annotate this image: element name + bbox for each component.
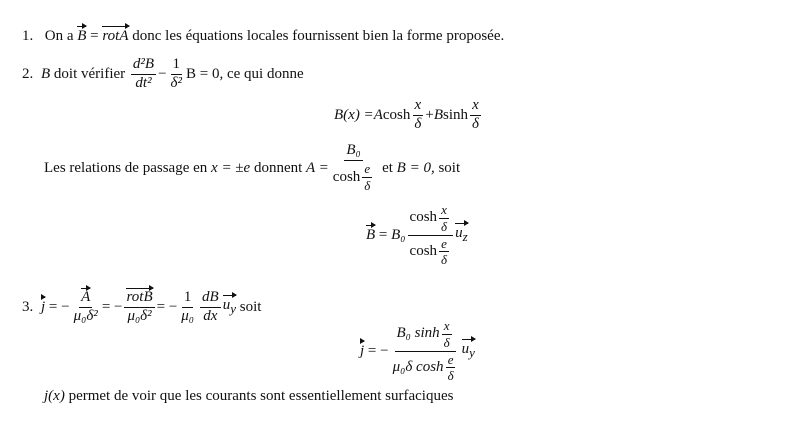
B-symbol: B — [143, 288, 153, 305]
equals-sign: = — [378, 226, 388, 243]
fraction-denominator: δ — [472, 115, 479, 132]
item-prefix: On a — [44, 28, 74, 44]
dB-dx — [200, 290, 221, 325]
fraction-denominator: δ — [441, 252, 448, 268]
B-symbol: B — [41, 65, 51, 82]
cosh-label: cosh — [409, 242, 438, 259]
B-coef: B — [433, 106, 443, 123]
fraction-numerator: e — [441, 235, 447, 251]
minus-sign: − — [158, 65, 167, 82]
u-symbol: u — [461, 341, 470, 357]
A-coef: A — [373, 106, 383, 123]
fraction-numerator: dB — [200, 290, 221, 308]
vector-B: B — [77, 28, 87, 44]
rotB-over-mu-delta2 — [124, 290, 154, 325]
x-over-delta — [442, 319, 452, 349]
equals-sign: = — [90, 28, 99, 44]
fraction-denominator: δ² — [170, 74, 183, 91]
fraction-denominator — [391, 352, 460, 383]
equals-minus: = − — [367, 342, 389, 359]
item-number: 3. — [22, 298, 34, 315]
fraction-numerator: d²B — [131, 57, 156, 75]
fraction-numerator: B₀ — [344, 143, 362, 161]
B-equals-zero: B = 0, — [396, 159, 435, 176]
fraction-numerator: 1 — [171, 57, 183, 75]
unit-vector-uy — [462, 341, 475, 361]
A-equals: A = — [306, 159, 329, 176]
equals-minus: = − — [156, 298, 178, 315]
relations-text: Les relations de passage en — [44, 159, 208, 176]
boundary-relations — [44, 143, 460, 193]
conclusion-text: permet de voir que les courants sont essentiellement surfaciques — [68, 388, 454, 404]
equals-minus: = − — [101, 298, 123, 315]
cosh-label: cosh — [332, 168, 361, 185]
A-over-mu-delta2 — [72, 290, 100, 325]
x-over-delta — [439, 203, 449, 233]
A-symbol: A — [119, 28, 129, 44]
one-over-mu0 — [179, 290, 196, 325]
x-over-delta — [470, 98, 481, 133]
fraction-denominator: μ₀δ² — [127, 307, 152, 324]
mu0-delta-cosh: μ₀δ cosh — [392, 358, 444, 375]
one-over-delta2-fraction — [169, 57, 184, 92]
solution-equation — [334, 98, 483, 132]
unit-vector-uy — [223, 297, 236, 317]
vector-B-result — [366, 202, 468, 268]
fraction-denominator: δ — [447, 368, 454, 384]
fraction-numerator: e — [447, 351, 454, 367]
fraction-denominator: δ — [441, 218, 448, 234]
A-fraction — [331, 143, 377, 192]
cosh-label: cosh — [382, 106, 411, 123]
fraction-denominator: μ₀ — [181, 307, 195, 324]
fraction-denominator: δ — [414, 115, 422, 132]
fraction-denominator — [331, 161, 377, 192]
fraction-numerator: 1 — [182, 290, 194, 308]
plus-sign: + — [425, 106, 434, 123]
subscript: y — [230, 301, 236, 316]
sinh-label: sinh — [442, 106, 468, 123]
fraction-numerator — [408, 203, 454, 235]
fraction-numerator: x — [413, 98, 424, 116]
soit-word: soit — [239, 298, 262, 315]
fraction-numerator: e — [364, 161, 371, 177]
fraction-numerator: x — [443, 318, 450, 334]
cosh-ratio-fraction — [408, 203, 454, 267]
B0-sinh: B₀ sinh — [396, 325, 440, 342]
vector-B: B — [366, 226, 376, 243]
cosh-label: cosh — [409, 209, 438, 226]
fraction-numerator: x — [441, 202, 447, 218]
u-symbol: u — [222, 297, 231, 313]
fraction-numerator: x — [470, 98, 481, 116]
fraction-numerator — [395, 319, 456, 351]
vector-j: j — [360, 342, 365, 359]
vector-A: A — [81, 288, 91, 305]
e-over-delta — [446, 353, 456, 383]
vector-j: j — [41, 298, 46, 315]
fraction-denominator: dx — [203, 307, 218, 324]
B0-symbol: B₀ — [391, 226, 406, 243]
j-fraction — [391, 319, 460, 383]
subscript: y — [469, 345, 475, 360]
rot-A — [102, 28, 128, 45]
second-derivative-fraction — [131, 57, 156, 92]
item-1 — [22, 28, 504, 45]
item-3 — [22, 286, 261, 328]
subscript: z — [462, 229, 468, 244]
equals-minus: = − — [48, 298, 70, 315]
item-suffix: donc les équations locales fournissent bien la forme proposée. — [132, 28, 505, 44]
fraction-denominator — [408, 236, 454, 267]
rot-label: rot — [126, 288, 144, 305]
j-solution — [360, 318, 475, 384]
fraction-denominator: δ — [364, 177, 371, 193]
fraction-denominator: δ — [443, 334, 450, 350]
relations-text2: donnent — [253, 159, 303, 176]
u-symbol: u — [455, 225, 463, 241]
x-over-delta — [412, 98, 423, 133]
fraction-denominator: dt² — [135, 74, 152, 91]
item-2 — [22, 57, 304, 91]
fraction-denominator: μ₀δ² — [73, 307, 98, 324]
e-over-delta — [439, 237, 449, 267]
and-word: et — [382, 159, 393, 176]
boundary-condition: x = ±e — [211, 159, 251, 176]
unit-vector-uz — [455, 225, 468, 245]
e-over-delta — [362, 162, 372, 192]
item-number: 1. — [22, 28, 34, 44]
item-number: 2. — [22, 65, 34, 82]
item-text: doit vérifier — [53, 65, 126, 82]
j-of-x: j(x) — [44, 388, 65, 404]
soit-word: soit — [438, 159, 461, 176]
solution-lhs: B(x) = — [334, 106, 374, 123]
rot-label: rot — [102, 28, 120, 44]
conclusion — [44, 388, 453, 405]
item-tail: B = 0, ce qui donne — [186, 65, 304, 82]
